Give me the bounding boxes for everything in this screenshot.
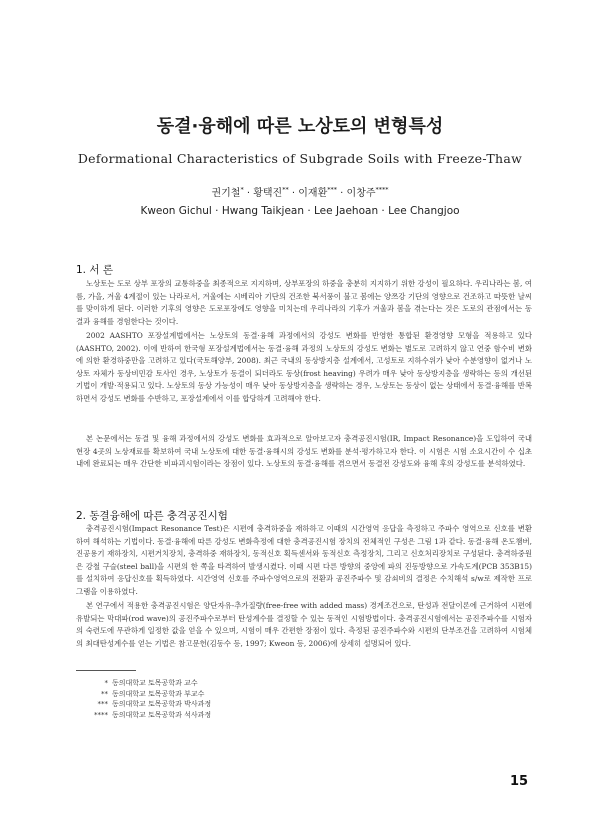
author-list-korean (0, 184, 600, 199)
footnote-mark: * (104, 679, 108, 687)
body-paragraph: 2002 AASHTO 포장설계법에서는 노상토의 동결·융해 과정에서의 강성도 변화를 반영한 통합된 환경영향 모형을 적용하고 있다(AASHTO, 2002). 이에 반하여 한국형 포장설계법에서는 동결·융해 과정의 노상토의 강성도 변화는 별도로 고려하지 않고 연중 함수비 변화에 의한 환경하중만을 고려하고 있다(국토해양부, 2008). 최근 국내의 동상방지층 설계에서, 고성토로 지하수위가 낮아 수분영향이 없거나 노상토 자체가 동상비민감 토사인 경우, 노상토가 동결이 되더라도 동상(frost heaving) 우려가 매우 낮아 동상방지층을 생략하는 등의 개선된 기법이 개발·적용되고 있다. 노상토의 동상 가능성이 매우 낮아 동상방지층을 생략하는 경우, 노상토는 동상이 없는 상태에서 동결·융해를 반복하면서 강성도 변화를 수반하고, 포장설계에서 이를 합당하게 고려해야 한다. (76, 331, 532, 403)
paper-title: 동결·융해에 따른 노상토의 변형특성 (156, 116, 444, 137)
author-separator: · (288, 188, 299, 199)
author-mark: * (240, 185, 244, 194)
author-name: 황택진 (253, 188, 283, 199)
footnote (82, 710, 211, 721)
footnote-divider (76, 670, 136, 671)
footnote (82, 699, 211, 710)
paper-subtitle-english: Deformational Characteristics of Subgrade Soils with Freeze-Thaw (77, 151, 523, 166)
footnote (82, 678, 211, 689)
footnote (82, 689, 211, 700)
footnote-mark: ** (101, 689, 108, 698)
footnote-text: 동의대학교 토목공학과 석사과정 (112, 710, 212, 719)
footnote-mark: *** (97, 700, 108, 708)
section-heading-introduction: 1. 서 론 (76, 264, 113, 276)
footnote-text: 동의대학교 토목공학과 부교수 (112, 689, 205, 698)
footnote-text: 동의대학교 토목공학과 박사과정 (112, 700, 212, 708)
author-name: 권기철 (211, 188, 241, 199)
body-paragraph: 본 연구에서 적용한 충격공진시험은 양단자유-추가질량(free-free with added mass) 경계조건으로, 탄성과 전달이론에 근거하여 시편에 유발되는 막대파(rod wave)의 공진주파수로부터 탄성계수를 결정할 수 있는 동적인 시험방법이다. 충격공진시험에서는 공진주파수를 시험자의 숙련도에 무관하게 일정한 값을 얻을 수 있으며, 시험이 매우 간편한 장점이 있다. 측정된 공진주파수와 시편의 단부조건을 고려하여 시험체의 최대탄성계수를 얻는 기법은 참고문헌(김동수 등, 1997; Kweon 등, 2006)에 상세히 설명되어 있다. (76, 601, 532, 648)
author-name: 이창주 (346, 188, 376, 199)
body-paragraph: 본 논문에서는 동결 및 융해 과정에서의 강성도 변화를 효과적으로 알아보고자 충격공진시험(IR, Impact Resonance)을 도입하여 국내 현장 4곳의 노상재료를 확보하여 국내 노상토에 대한 동결·융해시의 강성도 변화를 분석·평가하고자 한다. 이 시험은 시험 소요시간이 수 십초 내에 완료되는 매우 간단한 비파괴시험이라는 장점이 있다. 노상토의 동결·융해를 겪으면서 동결전 강성도와 융해 후의 강성도를 분석하였다. (76, 434, 532, 469)
author-separator: · (243, 188, 254, 199)
body-paragraph: 충격공진시험(Impact Resonance Test)은 시편에 충격하중을 재하하고 이때의 시간영역 응답을 측정하고 주파수 영역으로 신호를 변환하여 해석하는 기법이다. 동결·융해에 따른 강성도 변화측정에 대한 충격공진시험 장치의 전체적인 구성은 그림 1과 같다. 동결·융해 온도챔버, 진공용기 재하장치, 시편거치장치, 충격하중 재하장치, 동적신호 획득센서와 동적신호 측정장치, 그리고 신호처리장치로 구성된다. 충격하중원은 강철 구슬(steel ball)을 시편의 한 쪽을 타격하여 발생시켰다. 이때 시편 다른 방향의 중앙에 파의 진동방향으로 가속도계(PCB 353B15)를 설치하여 응답신호를 획득하였다. 시간영역 신호를 주파수영역으로의 전환과 공진주파수 및 감쇠비의 결정은 수치해석 s/w로 제작한 프로그램을 이용하였다. (76, 524, 532, 596)
author-list-english: Kweon Gichul · Hwang Taikjean · Lee Jaehoan · Lee Changjoo (140, 205, 460, 217)
body-paragraph: 노상토는 도로 상부 포장의 교통하중을 최종적으로 지지하며, 상부포장의 하중을 충분히 지지하기 위한 강성이 필요하다. 우리나라는 봄, 여름, 가을, 겨울 4계절이 있는 나라로서, 겨울에는 시베리아 기단의 건조한 북서풍이 불고 봄에는 양쯔강 기단의 영향으로 건조하고 따뜻한 날씨를 맞이하게 된다. 이러한 기후의 영향은 도로포장에도 영향을 미치는데 우리나라의 기후가 겨울과 봄을 겪는다는 것은 도로의 관점에서는 동결과 융해를 경험한다는 것이다. (76, 279, 532, 326)
author-mark: *** (327, 185, 337, 194)
footnotes (82, 678, 211, 720)
author-name: 이재환 (298, 188, 328, 199)
section-heading-impact-resonance: 2. 동결융해에 따른 충격공진시험 (76, 510, 228, 522)
footnote-text: 동의대학교 토목공학과 교수 (112, 679, 198, 687)
author-separator: · (337, 188, 347, 199)
author-mark: ** (282, 185, 289, 194)
author-mark: **** (375, 185, 389, 194)
footnote-mark: **** (94, 710, 108, 719)
page-number: 15 (510, 774, 529, 789)
